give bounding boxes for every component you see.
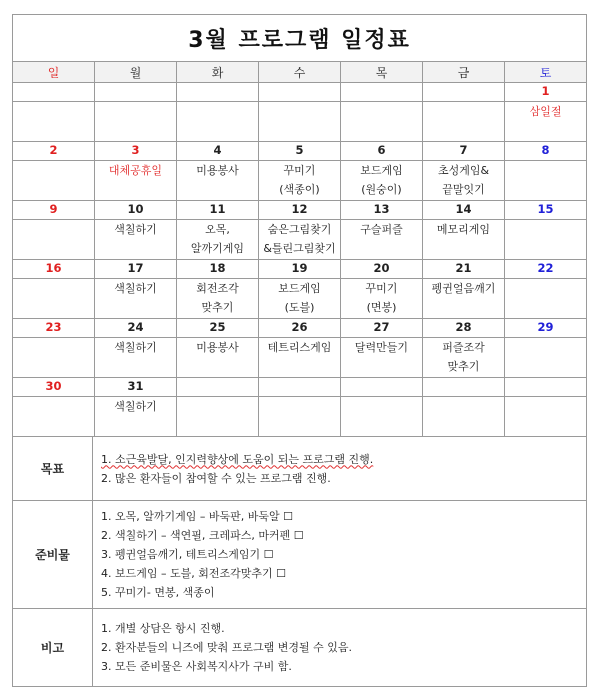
- day-events: [341, 102, 423, 142]
- event-label: (면봉): [366, 301, 397, 314]
- day-number: 24: [95, 319, 177, 338]
- day-events: [95, 220, 177, 260]
- day-events: [341, 338, 423, 378]
- event-label: 미용봉사: [196, 164, 239, 177]
- day-events: [259, 220, 341, 260]
- day-number: [423, 378, 505, 397]
- event-label: 끝말잇기: [442, 183, 485, 196]
- day-events: [95, 161, 177, 201]
- day-number: 3: [95, 142, 177, 161]
- day-number: 4: [177, 142, 259, 161]
- supplies-line: 5. 꾸미기- 면봉, 색종이: [101, 586, 215, 599]
- event-label: 달력만들기: [354, 341, 409, 354]
- day-events: [259, 338, 341, 378]
- day-number: 13: [341, 201, 423, 220]
- event-label: 꾸미기: [283, 164, 316, 177]
- day-number: [259, 83, 341, 102]
- event-label: 색칠하기: [114, 400, 157, 413]
- event-label: 숨은그림찾기: [267, 223, 332, 236]
- day-number: 27: [341, 319, 423, 338]
- week-event-row: [13, 220, 587, 260]
- notes-line: 1. 개별 상담은 항시 진행.: [101, 622, 225, 635]
- week-date-row: [13, 142, 587, 161]
- day-number: [505, 378, 587, 397]
- day-events: [177, 397, 259, 437]
- day-events: [341, 220, 423, 260]
- day-number: [13, 83, 95, 102]
- event-label: 메모리게임: [436, 223, 491, 236]
- week-date-row: [13, 319, 587, 338]
- weekday-header: 일: [13, 62, 95, 83]
- day-events: [505, 102, 587, 142]
- day-number: 16: [13, 260, 95, 279]
- day-number: [423, 83, 505, 102]
- day-number: 2: [13, 142, 95, 161]
- week-date-row: [13, 260, 587, 279]
- holiday-label: 삼일절: [529, 105, 562, 118]
- day-events: [505, 338, 587, 378]
- day-number: 6: [341, 142, 423, 161]
- day-number: [341, 83, 423, 102]
- day-events: [505, 279, 587, 319]
- day-events: [423, 397, 505, 437]
- goal-line: 2. 많은 환자들이 참여할 수 있는 프로그램 진행.: [101, 471, 331, 485]
- day-events: [341, 397, 423, 437]
- schedule-sheet: [12, 14, 586, 687]
- event-label: 오목,: [205, 223, 230, 236]
- week-event-row: [13, 161, 587, 201]
- event-label: 구슬퍼즐: [360, 223, 403, 236]
- day-number: 22: [505, 260, 587, 279]
- supplies-line: 2. 색칠하기 – 색연필, 크레파스, 마커펜 ☐: [101, 529, 304, 542]
- day-events: [13, 161, 95, 201]
- day-events: [13, 220, 95, 260]
- day-events: [95, 338, 177, 378]
- day-events: [13, 338, 95, 378]
- day-number: 20: [341, 260, 423, 279]
- day-events: [423, 279, 505, 319]
- goal-content: [93, 437, 587, 501]
- day-number: 14: [423, 201, 505, 220]
- day-events: [177, 161, 259, 201]
- event-label: 퍼즐조각: [442, 341, 485, 354]
- day-events: [423, 220, 505, 260]
- day-number: [177, 83, 259, 102]
- week-event-row: [13, 279, 587, 319]
- supplies-content: [93, 501, 587, 609]
- day-number: 17: [95, 260, 177, 279]
- event-label: 색칠하기: [114, 223, 157, 236]
- day-events: [13, 102, 95, 142]
- info-table: [12, 436, 587, 687]
- goal-label: 목표: [13, 437, 93, 501]
- event-label: 꾸미기: [365, 282, 398, 295]
- day-number: 9: [13, 201, 95, 220]
- day-events: [341, 279, 423, 319]
- day-number: 19: [259, 260, 341, 279]
- notes-section: [13, 609, 587, 687]
- calendar-body: [13, 83, 587, 437]
- day-events: [259, 161, 341, 201]
- event-label: 색칠하기: [114, 282, 157, 295]
- day-events: [423, 338, 505, 378]
- day-events: [259, 397, 341, 437]
- event-label: 초성게임&: [437, 164, 490, 177]
- day-events: [95, 102, 177, 142]
- day-events: [177, 338, 259, 378]
- weekday-header: 목: [341, 62, 423, 83]
- event-label: (도블): [284, 301, 315, 314]
- day-number: 28: [423, 319, 505, 338]
- event-label: 색칠하기: [114, 341, 157, 354]
- event-label: 펭귄얼음깨기: [431, 282, 496, 295]
- holiday-label: 대체공휴일: [108, 164, 163, 177]
- notes-content: [93, 609, 587, 687]
- weekday-header-row: [13, 62, 587, 83]
- weekday-header: 토: [505, 62, 587, 83]
- day-events: [95, 279, 177, 319]
- day-events: [13, 279, 95, 319]
- goal-line: 1. 소근육발달, 인지력향상에 도움이 되는 프로그램 진행.: [101, 452, 374, 466]
- day-number: 1: [505, 83, 587, 102]
- day-number: [95, 83, 177, 102]
- day-number: 25: [177, 319, 259, 338]
- day-number: [177, 378, 259, 397]
- event-label: 맞추기: [447, 360, 480, 373]
- event-label: 미용봉사: [196, 341, 239, 354]
- calendar-table: [12, 14, 587, 437]
- supplies-line: 3. 펭귄얼음깨기, 테트리스게임기 ☐: [101, 548, 274, 561]
- day-events: [423, 102, 505, 142]
- week-date-row: [13, 201, 587, 220]
- day-number: 30: [13, 378, 95, 397]
- event-label: 알까기게임: [190, 242, 245, 255]
- day-events: [177, 279, 259, 319]
- event-label: 보드게임: [360, 164, 403, 177]
- day-number: 26: [259, 319, 341, 338]
- day-number: [341, 378, 423, 397]
- notes-label: 비고: [13, 609, 93, 687]
- day-events: [505, 161, 587, 201]
- weekday-header: 월: [95, 62, 177, 83]
- goal-section: [13, 437, 587, 501]
- weekday-header: 화: [177, 62, 259, 83]
- week-date-row: [13, 83, 587, 102]
- week-date-row: [13, 378, 587, 397]
- event-label: (색종이): [279, 183, 320, 196]
- day-events: [341, 161, 423, 201]
- day-number: 18: [177, 260, 259, 279]
- day-events: [259, 279, 341, 319]
- supplies-line: 4. 보드게임 – 도블, 회전조각맞추기 ☐: [101, 567, 286, 580]
- event-label: 보드게임: [278, 282, 321, 295]
- day-number: 10: [95, 201, 177, 220]
- event-label: &틀린그림찾기: [263, 242, 336, 255]
- notes-line: 3. 모든 준비물은 사회복지사가 구비 함.: [101, 660, 292, 673]
- day-number: 31: [95, 378, 177, 397]
- day-events: [259, 102, 341, 142]
- day-number: 8: [505, 142, 587, 161]
- supplies-label: 준비물: [13, 501, 93, 609]
- day-number: 12: [259, 201, 341, 220]
- event-label: 회전조각: [196, 282, 239, 295]
- day-events: [177, 220, 259, 260]
- week-event-row: [13, 102, 587, 142]
- day-number: 7: [423, 142, 505, 161]
- day-events: [505, 220, 587, 260]
- day-events: [505, 397, 587, 437]
- week-event-row: [13, 338, 587, 378]
- day-number: 21: [423, 260, 505, 279]
- day-number: 5: [259, 142, 341, 161]
- day-number: 11: [177, 201, 259, 220]
- event-label: (원숭이): [361, 183, 402, 196]
- weekday-header: 금: [423, 62, 505, 83]
- day-events: [95, 397, 177, 437]
- day-number: [259, 378, 341, 397]
- weekday-header: 수: [259, 62, 341, 83]
- notes-line: 2. 환자분들의 니즈에 맞춰 프로그램 변경될 수 있음.: [101, 641, 352, 654]
- day-events: [423, 161, 505, 201]
- day-events: [13, 397, 95, 437]
- week-event-row: [13, 397, 587, 437]
- event-label: 맞추기: [201, 301, 234, 314]
- day-number: 15: [505, 201, 587, 220]
- supplies-line: 1. 오목, 알까기게임 – 바둑판, 바둑알 ☐: [101, 510, 293, 523]
- day-number: 23: [13, 319, 95, 338]
- day-events: [177, 102, 259, 142]
- page-title: 3월 프로그램 일정표: [13, 15, 587, 62]
- supplies-section: [13, 501, 587, 609]
- event-label: 테트리스게임: [267, 341, 332, 354]
- day-number: 29: [505, 319, 587, 338]
